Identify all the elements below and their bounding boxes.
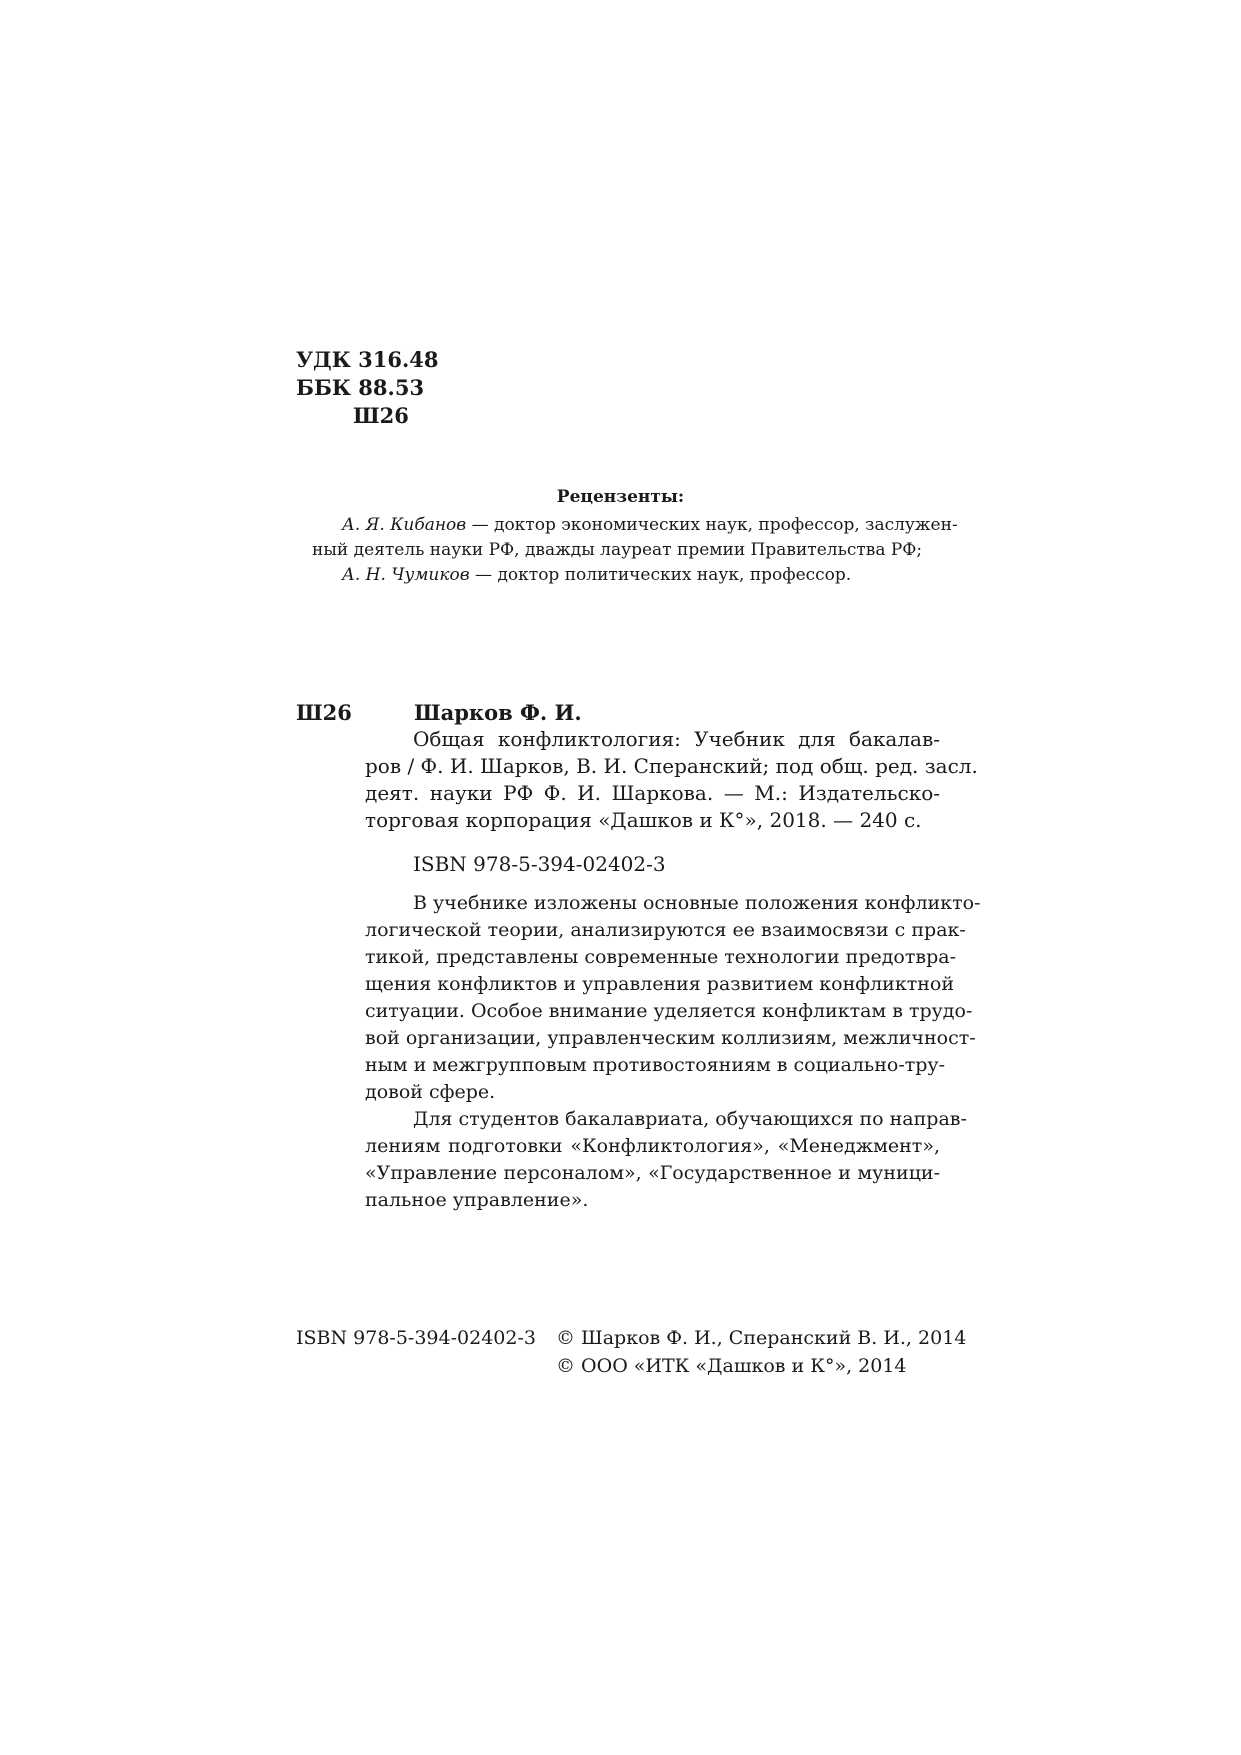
classification-codes [296, 346, 439, 430]
copyright-authors: © Шарков Ф. И., Сперанский В. И., 2014 [556, 1327, 967, 1349]
bib-line: ров / Ф. И. Шарков, В. И. Сперанский; под общ. ред. засл. [365, 754, 978, 778]
annotation-line: вой организации, управленческим коллизиям, межличност- [365, 1027, 976, 1049]
author-mark: Ш26 [353, 403, 409, 428]
reviewers-title: Рецензенты: [556, 487, 685, 507]
reviewer-2 [342, 563, 851, 588]
annotation-line: тикой, представлены современные технологии предотвра- [365, 946, 956, 968]
bib-line: деят. науки РФ Ф. И. Шаркова. — М.: Издательско- [365, 781, 940, 805]
footer-isbn: ISBN 978-5-394-02402-3 [296, 1327, 536, 1349]
audience-line: Для студентов бакалавриата, обучающихся по направ- [413, 1108, 967, 1130]
copyright-publisher: © ООО «ИТК «Дашков и К°», 2014 [556, 1355, 907, 1377]
annotation-line: ситуации. Особое внимание уделяется конфликтам в трудо- [365, 1000, 973, 1022]
reviewer-1-text: — доктор экономических наук, профессор, заслужен- [466, 515, 958, 535]
annotation-line: В учебнике изложены основные положения конфликто- [413, 892, 981, 914]
audience-line: лениям подготовки «Конфликтология», «Менеджмент», [365, 1135, 940, 1157]
catalog-author: Шарков Ф. И. [414, 700, 582, 725]
catalog-code: Ш26 [296, 700, 352, 725]
annotation-line: щения конфликтов и управления развитием конфликтной [365, 973, 954, 995]
audience-line: пальное управление». [365, 1189, 589, 1211]
bib-line: торговая корпорация «Дашков и К°», 2018. — 240 с. [365, 808, 922, 832]
catalog-isbn: ISBN 978-5-394-02402-3 [413, 852, 666, 876]
bbk-code: ББК 88.53 [296, 375, 425, 400]
bib-line: Общая конфликтология: Учебник для бакалав- [413, 727, 940, 751]
reviewer-1-line-1 [342, 513, 958, 538]
bibliographic-description [365, 726, 978, 834]
reviewer-2-name: А. Н. Чумиков [342, 565, 470, 585]
annotation-line: ным и межгрупповым противостояниям в социально-тру- [365, 1054, 946, 1076]
reviewer-1-line-2: ный деятель науки РФ, дважды лауреат премии Правительства РФ; [312, 540, 923, 560]
reviewer-2-text: — доктор политических наук, профессор. [469, 565, 852, 585]
annotation-line: логической теории, анализируются ее взаимосвязи с прак- [365, 919, 966, 941]
reviewer-1-name: А. Я. Кибанов [342, 515, 467, 535]
annotation [365, 890, 981, 1214]
annotation-line: довой сфере. [365, 1081, 496, 1103]
udk-code: УДК 316.48 [296, 347, 439, 372]
audience-line: «Управление персоналом», «Государственное и муници- [365, 1162, 940, 1184]
